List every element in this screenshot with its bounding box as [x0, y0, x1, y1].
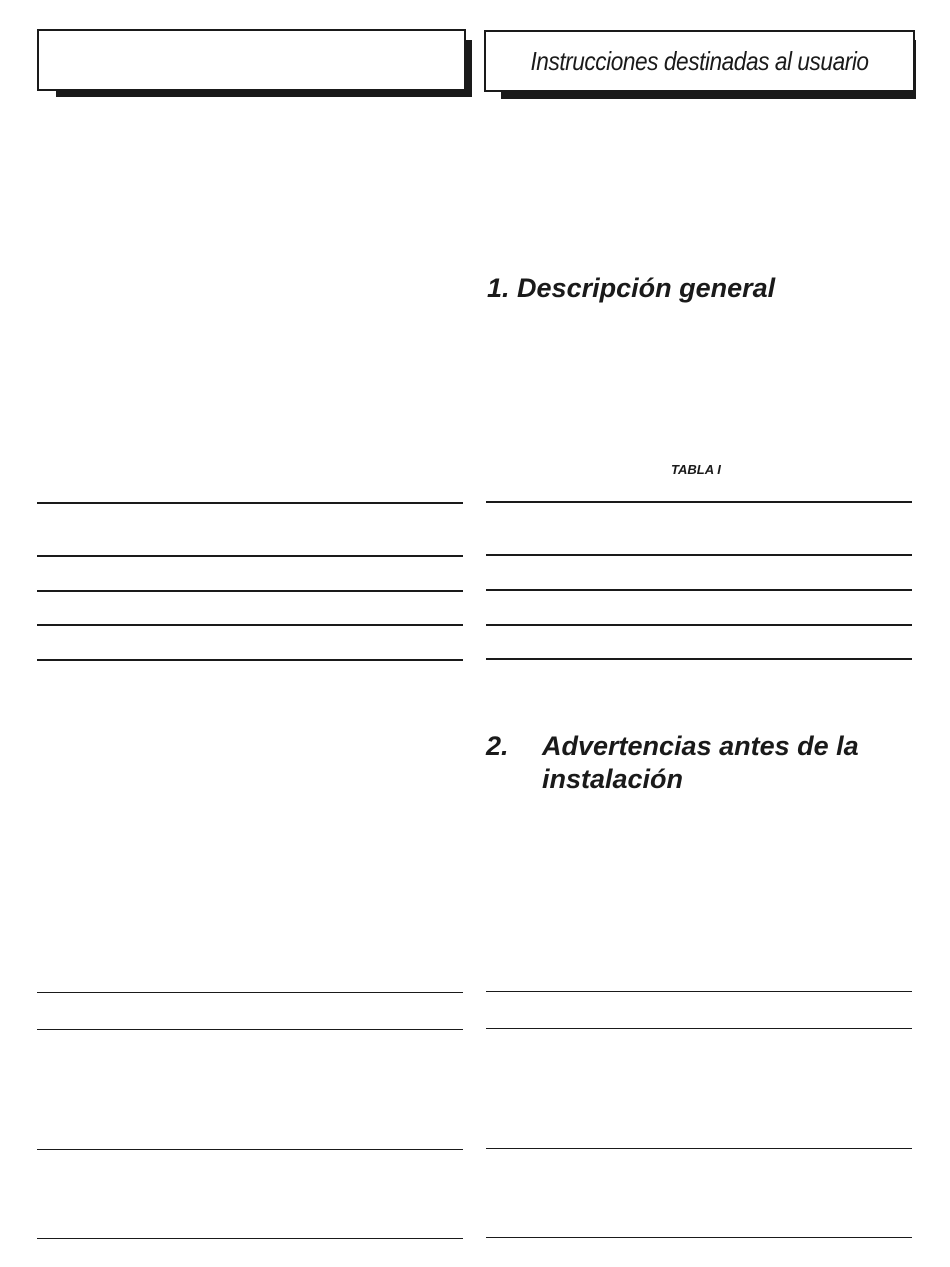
right-header-title: Instrucciones destinadas al usuario	[530, 45, 869, 76]
left-header-box	[37, 29, 466, 91]
left-lower-rule	[37, 992, 463, 993]
right-lower-rule	[486, 1148, 912, 1149]
right-header-box	[484, 30, 915, 92]
section-2-title-line1: Advertencias antes de la	[542, 731, 859, 761]
right-lower-rule	[486, 1237, 912, 1238]
left-table-rule	[37, 659, 463, 661]
left-lower-rule	[37, 1149, 463, 1150]
left-lower-rule	[37, 1029, 463, 1030]
section-1-number: 1.	[487, 273, 510, 303]
right-table-rule	[486, 658, 912, 660]
right-table-rule	[486, 554, 912, 556]
right-table-rule	[486, 589, 912, 591]
section-1-title: Descripción general	[517, 273, 776, 303]
left-lower-rule	[37, 1238, 463, 1239]
section-1-heading	[487, 273, 775, 304]
section-2-number: 2.	[486, 731, 509, 761]
right-table-rule	[486, 501, 912, 503]
right-lower-rule	[486, 991, 912, 992]
right-table-rule	[486, 624, 912, 626]
section-2-title-line2: instalación	[542, 764, 684, 794]
left-table-rule	[37, 502, 463, 504]
right-lower-rule	[486, 1028, 912, 1029]
table-caption: TABLA I	[671, 462, 721, 477]
left-table-rule	[37, 555, 463, 557]
left-header-title	[67, 31, 437, 89]
left-table-rule	[37, 590, 463, 592]
left-table-rule	[37, 624, 463, 626]
